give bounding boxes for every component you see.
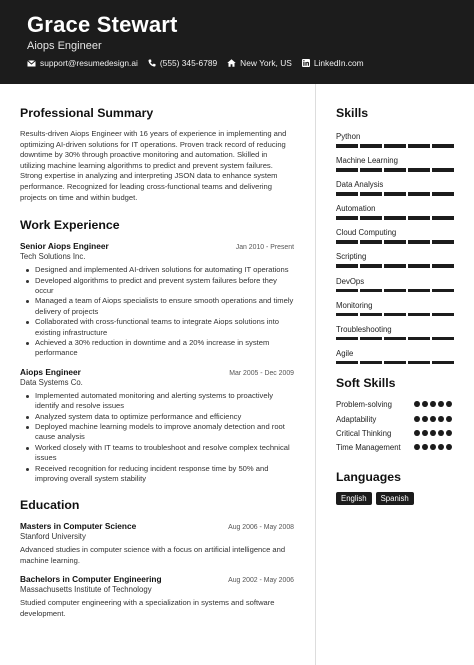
skill-level-segment — [336, 264, 358, 268]
job-bullets — [20, 265, 294, 359]
skill-level-segment — [360, 144, 382, 148]
rating-dot — [446, 401, 452, 407]
skill-item — [336, 252, 456, 268]
education-dates: Aug 2002 - May 2006 — [228, 577, 294, 585]
skill-level-segment — [336, 168, 358, 172]
education-header — [20, 574, 294, 584]
skill-level-segment — [384, 240, 406, 244]
education-entry — [20, 574, 294, 619]
summary-title: Professional Summary — [20, 106, 154, 120]
skill-item — [336, 277, 456, 293]
skill-level-segment — [360, 216, 382, 220]
rating-dot — [430, 401, 436, 407]
rating-dot — [446, 444, 452, 450]
home-icon — [227, 59, 236, 67]
skill-level-segment — [384, 216, 406, 220]
bullet-item: Deployed machine learning models to improve anomaly detection and root cause analysis — [20, 422, 294, 443]
skill-item — [336, 156, 456, 172]
skill-name: Agile — [336, 348, 354, 358]
skill-level-segment — [432, 168, 454, 172]
bullet-item: Received recognition for reducing incident response time by 50% and improving overall system stability — [20, 464, 294, 485]
candidate-name: Grace Stewart — [27, 12, 178, 37]
skill-item — [336, 301, 456, 317]
skill-level-segment — [336, 192, 358, 196]
bullet-item: Designed and implemented AI-driven solutions for automating IT operations — [20, 265, 294, 275]
skill-level-segment — [432, 216, 454, 220]
skill-level-segment — [408, 144, 430, 148]
phone-text: (555) 345-6789 — [159, 58, 218, 68]
skill-level-bar — [336, 168, 456, 172]
rating-dot — [422, 416, 428, 422]
skill-item — [336, 204, 456, 220]
skill-item — [336, 180, 456, 196]
skill-level-segment — [408, 168, 430, 172]
skill-level-segment — [384, 264, 406, 268]
bullet-item: Worked closely with IT teams to troubleshoot and resolve complex technical issues — [20, 443, 294, 464]
language-badge: English — [336, 492, 372, 505]
resume-header — [0, 0, 474, 84]
skill-item — [336, 132, 456, 148]
skill-level-segment — [336, 240, 358, 244]
summary-section — [20, 106, 294, 203]
contact-location — [227, 58, 292, 68]
skill-level-segment — [408, 289, 430, 293]
rating-dot — [422, 430, 428, 436]
skill-level-segment — [432, 361, 454, 365]
skill-level-segment — [384, 361, 406, 365]
soft-skill-rating — [414, 401, 452, 407]
location-text: New York, US — [240, 58, 292, 68]
skill-level-segment — [336, 361, 358, 365]
rating-dot — [446, 416, 452, 422]
skill-name: Python — [336, 132, 361, 141]
skill-level-segment — [408, 216, 430, 220]
bullet-item: Achieved a 30% reduction in downtime and a 20% increase in system performance — [20, 338, 294, 359]
rating-dot — [414, 430, 420, 436]
skill-level-bar — [336, 144, 456, 148]
skill-level-bar — [336, 313, 456, 317]
skill-level-segment — [384, 144, 406, 148]
sidebar-column — [336, 106, 456, 505]
rating-dot — [430, 430, 436, 436]
skill-name: Monitoring — [336, 300, 373, 310]
experience-section — [20, 218, 294, 484]
rating-dot — [414, 416, 420, 422]
skill-item — [336, 228, 456, 244]
job-title: Senior Aiops Engineer — [20, 241, 109, 252]
education-description: Advanced studies in computer science with a focus on artificial intelligence and machine learning. — [20, 545, 286, 565]
soft-skill-name: Adaptability — [336, 414, 377, 424]
bullet-item: Implemented automated monitoring and alerting systems to proactively identify and resolve issues — [20, 391, 294, 412]
skill-level-segment — [360, 289, 382, 293]
skill-name: Data Analysis — [336, 180, 384, 190]
job-company: Tech Solutions Inc. — [20, 252, 86, 262]
skill-level-segment — [360, 361, 382, 365]
skill-level-segment — [384, 289, 406, 293]
bullet-item: Collaborated with cross-functional teams to integrate Aiops solutions into existing infrastructure — [20, 317, 294, 338]
skill-level-bar — [336, 240, 456, 244]
skill-level-segment — [432, 337, 454, 341]
skill-level-segment — [360, 168, 382, 172]
contact-linkedin[interactable] — [302, 58, 364, 68]
summary-text: Results-driven Aiops Engineer with 16 years of experience in implementing and optimizing AI-driven solutions for IT operations. Proven track record of reducing downtime by 30% through proactive monitoring and automation. Skilled in utilizing machine learning algorithms to predict and prevent system failures. Strong expertise in analyzing and interpreting JSON data to enhance system performance. Recognized for leading cross-functional teams and delivering projects on time and within budget. — [20, 129, 287, 202]
skill-level-segment — [432, 264, 454, 268]
skill-level-bar — [336, 337, 456, 341]
skill-name: DevOps — [336, 276, 365, 286]
skill-name: Automation — [336, 204, 376, 214]
bullet-item: Developed algorithms to predict and prevent system failures before they occur — [20, 276, 294, 297]
bullet-item: Managed a team of Aiops specialists to ensure smooth operations and timely delivery of projects — [20, 296, 294, 317]
job-header — [20, 241, 294, 251]
rating-dot — [446, 430, 452, 436]
skill-level-segment — [360, 337, 382, 341]
skill-level-segment — [408, 313, 430, 317]
rating-dot — [438, 416, 444, 422]
education-entry — [20, 521, 294, 566]
skill-level-segment — [336, 289, 358, 293]
skill-level-bar — [336, 264, 456, 268]
education-title: Education — [20, 498, 80, 513]
skill-name: Troubleshooting — [336, 324, 392, 334]
skill-item — [336, 325, 456, 341]
degree-title: Masters in Computer Science — [20, 521, 137, 532]
skill-level-bar — [336, 289, 456, 293]
soft-skill-item — [336, 429, 456, 439]
skill-level-segment — [360, 240, 382, 244]
skill-level-segment — [408, 240, 430, 244]
soft-skills-section — [336, 376, 456, 453]
job-title: Aiops Engineer — [20, 366, 81, 377]
skill-level-segment — [408, 361, 430, 365]
skill-level-segment — [336, 216, 358, 220]
soft-skill-item — [336, 415, 456, 425]
school-name: Stanford University — [20, 532, 86, 542]
languages-title: Languages — [336, 470, 401, 485]
job-dates: Jan 2010 - Present — [235, 244, 294, 252]
soft-skill-item — [336, 400, 456, 410]
job-header — [20, 367, 294, 377]
skill-level-segment — [408, 264, 430, 268]
soft-skill-name: Critical Thinking — [336, 428, 392, 438]
skills-section — [336, 106, 456, 364]
soft-skill-name: Problem-solving — [336, 400, 392, 410]
rating-dot — [430, 444, 436, 450]
soft-skill-name: Time Management — [336, 442, 401, 452]
envelope-icon — [27, 60, 36, 67]
skill-name: Machine Learning — [336, 156, 398, 166]
skill-level-segment — [432, 240, 454, 244]
skill-level-segment — [408, 192, 430, 196]
language-badge: Spanish — [376, 492, 414, 505]
skill-level-segment — [336, 144, 358, 148]
skill-level-bar — [336, 192, 456, 196]
main-column — [20, 106, 294, 619]
education-section — [20, 498, 294, 619]
experience-title: Work Experience — [20, 218, 120, 233]
phone-icon — [148, 59, 156, 67]
job-entry — [20, 367, 294, 485]
rating-dot — [414, 444, 420, 450]
skill-level-segment — [336, 337, 358, 341]
degree-title: Bachelors in Computer Engineering — [20, 574, 162, 585]
contact-phone[interactable] — [148, 58, 217, 68]
skill-level-segment — [432, 192, 454, 196]
job-company: Data Systems Co. — [20, 377, 83, 387]
skill-name: Cloud Computing — [336, 228, 397, 238]
soft-skill-rating — [414, 430, 452, 436]
education-header — [20, 521, 294, 531]
soft-skill-rating — [414, 416, 452, 422]
skill-item — [336, 349, 456, 365]
rating-dot — [430, 416, 436, 422]
soft-skill-item — [336, 443, 456, 453]
skill-level-segment — [408, 337, 430, 341]
email-text: support@resumedesign.ai — [40, 58, 138, 68]
skill-name: Scripting — [336, 252, 367, 262]
column-divider — [315, 84, 316, 665]
soft-skill-rating — [414, 444, 452, 450]
job-dates: Mar 2005 - Dec 2009 — [229, 369, 294, 377]
skills-title: Skills — [336, 106, 369, 120]
skill-level-segment — [360, 264, 382, 268]
skill-level-segment — [432, 289, 454, 293]
rating-dot — [438, 430, 444, 436]
rating-dot — [414, 401, 420, 407]
rating-dot — [438, 444, 444, 450]
contact-email[interactable] — [27, 58, 138, 68]
rating-dot — [422, 401, 428, 407]
skill-level-segment — [336, 313, 358, 317]
skill-level-segment — [432, 313, 454, 317]
skill-level-segment — [384, 313, 406, 317]
skill-level-segment — [384, 337, 406, 341]
skill-level-segment — [384, 168, 406, 172]
candidate-role: Aiops Engineer — [27, 40, 102, 52]
school-name: Massachusetts Institute of Technology — [20, 585, 152, 595]
rating-dot — [438, 401, 444, 407]
job-entry — [20, 241, 294, 359]
skill-level-bar — [336, 216, 456, 220]
linkedin-text: LinkedIn.com — [313, 58, 364, 68]
skill-level-segment — [360, 192, 382, 196]
skill-level-segment — [360, 313, 382, 317]
job-bullets — [20, 391, 294, 485]
soft-skills-title: Soft Skills — [336, 376, 396, 391]
contact-bar — [27, 58, 364, 68]
skill-level-bar — [336, 361, 456, 365]
education-dates: Aug 2006 - May 2008 — [228, 524, 294, 532]
skill-level-segment — [432, 144, 454, 148]
rating-dot — [422, 444, 428, 450]
languages-section — [336, 470, 456, 505]
skill-level-segment — [384, 192, 406, 196]
bullet-item: Analyzed system data to optimize performance and efficiency — [20, 412, 294, 422]
education-description: Studied computer engineering with a specialization in systems and software development. — [20, 598, 275, 618]
linkedin-icon — [302, 59, 310, 67]
